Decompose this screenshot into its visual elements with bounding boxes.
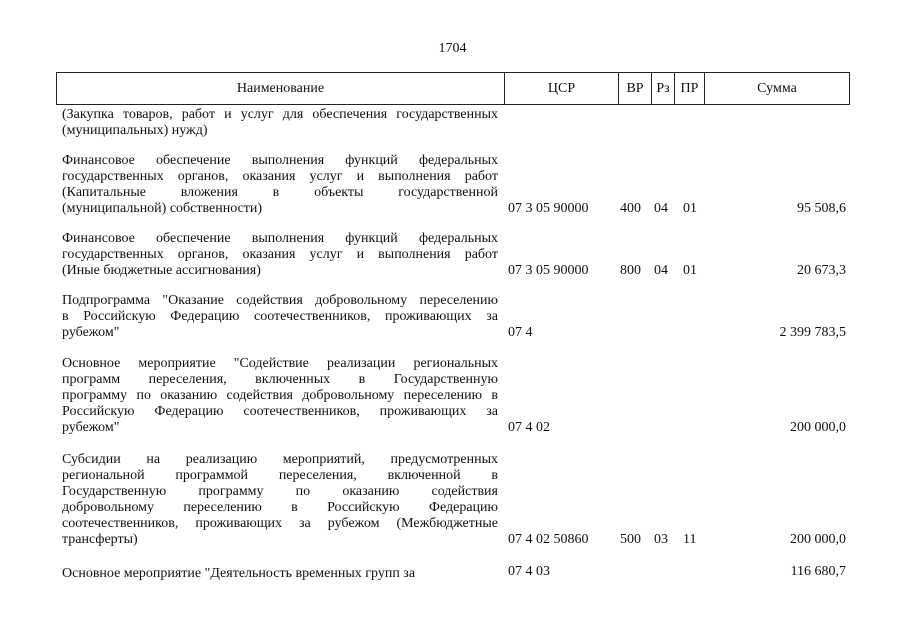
row-name [62,153,498,217]
row-name-line: в Российскую Федерацию соотечественников, проживающих за [62,309,498,324]
row-name-line: Основное мероприятие "Содействие реализации региональных [62,356,498,371]
table-row [0,231,905,279]
row-name-line: Субсидии на реализацию мероприятий, предусмотренных [62,452,498,467]
row-csr: 07 4 02 50860 [508,532,589,547]
row-csr: 07 4 03 [508,564,550,579]
row-name [62,107,498,139]
header-rz: Рз [656,81,670,96]
table-row [0,107,905,139]
row-name-line: Финансовое обеспечение выполнения функций федеральных [62,231,498,246]
row-rz: 04 [654,263,668,278]
row-name-line: рубежом" [62,420,120,435]
table-row [0,566,905,582]
row-pr: 01 [683,201,697,216]
row-name-line: рубежом" [62,325,120,340]
row-sum: 95 508,6 [797,201,846,216]
row-name-line: программу по оказанию содействия добровольному переселению в [62,388,498,403]
header-csr: ЦСР [547,81,576,96]
row-name-line: Российскую Федерацию соотечественников, проживающих за [62,404,498,419]
table-row [0,452,905,548]
row-name-line: Подпрограмма "Оказание содействия добровольному переселению [62,293,498,308]
row-vr: 400 [620,201,641,216]
table-row [0,293,905,341]
header-name: Наименование [236,81,325,96]
row-sum: 116 680,7 [790,564,846,579]
row-name-line: трансферты) [62,532,138,547]
row-sum: 2 399 783,5 [779,325,846,340]
row-pr: 11 [683,532,697,547]
table-row [0,153,905,217]
row-name-line: (Капитальные вложения в объекты государственной [62,185,498,200]
row-csr: 07 3 05 90000 [508,263,589,278]
row-name-line: добровольному переселению в Российскую Федерацию [62,500,498,515]
row-name-line: государственных органов, оказания услуг и выполнения работ [62,169,498,184]
row-sum: 20 673,3 [797,263,846,278]
row-vr: 500 [620,532,641,547]
row-vr: 800 [620,263,641,278]
row-name [62,566,498,582]
row-name [62,452,498,548]
row-pr: 01 [683,263,697,278]
row-name-line: (муниципальной) собственности) [62,201,263,216]
header-pr: ПР [680,81,699,96]
row-rz: 03 [654,532,668,547]
row-name-line: соотечественников, проживающих за рубежом (Межбюджетные [62,516,498,531]
row-name-line: (Закупка товаров, работ и услуг для обеспечения государственных [62,107,498,122]
header-sum: Сумма [757,81,797,96]
row-csr: 07 4 02 [508,420,550,435]
row-csr: 07 3 05 90000 [508,201,589,216]
row-name-line: государственных органов, оказания услуг и выполнения работ [62,247,498,262]
row-name-line: Основное мероприятие "Деятельность временных групп за [62,566,416,581]
row-name-line: программ переселения, включенных в Государственную [62,372,498,387]
row-name-line: (муниципальных) нужд) [62,123,208,138]
row-csr: 07 4 [508,325,533,340]
row-name-line: Государственную программу по оказанию содействия [62,484,498,499]
row-name [62,231,498,279]
row-sum: 200 000,0 [790,420,846,435]
page-number: 1704 [438,41,467,56]
row-name [62,356,498,436]
table-header [56,72,850,105]
row-name-line: региональной программой переселения, включенной в [62,468,498,483]
header-vr: ВР [626,81,644,96]
row-name [62,293,498,341]
row-rz: 04 [654,201,668,216]
row-name-line: (Иные бюджетные ассигнования) [62,263,261,278]
table-row [0,356,905,436]
row-name-line: Финансовое обеспечение выполнения функций федеральных [62,153,498,168]
row-sum: 200 000,0 [790,532,846,547]
